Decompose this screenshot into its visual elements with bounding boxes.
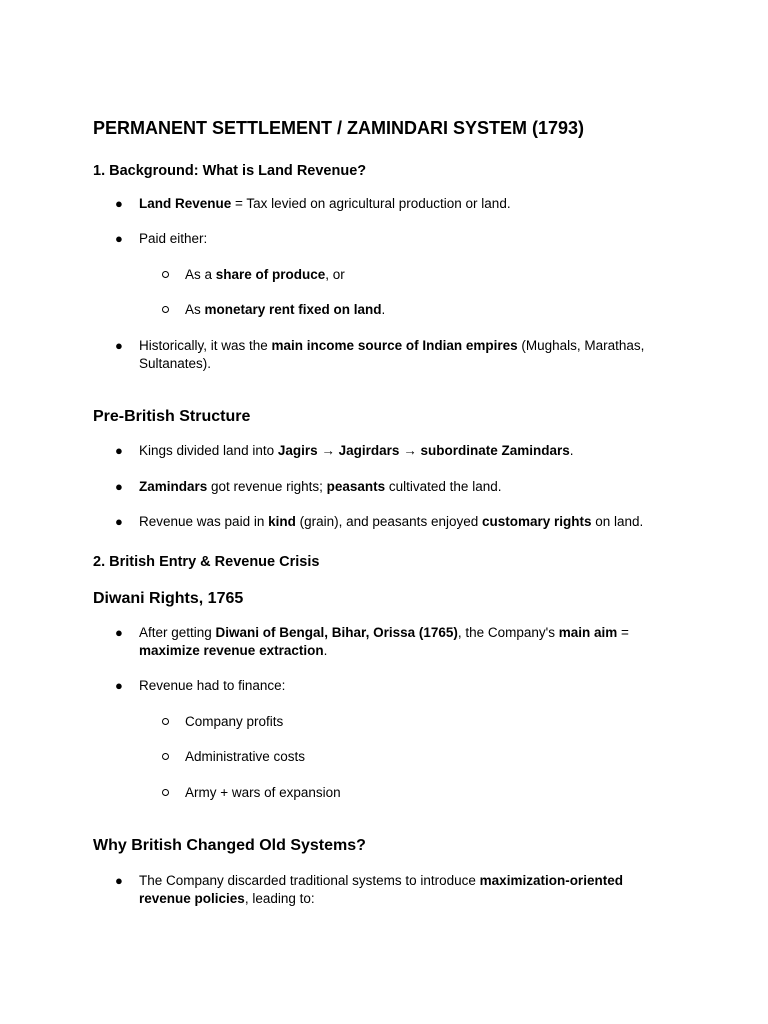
bullet-icon: ● (115, 443, 123, 458)
list-item: Kings divided land into Jagirs → Jagirdars → subordinate Zamindars. (139, 443, 574, 458)
document-title: PERMANENT SETTLEMENT / ZAMINDARI SYSTEM (1793) (93, 118, 585, 138)
section-background-heading: 1. Background: What is Land Revenue? (93, 163, 367, 179)
why-british-heading: Why British Changed Old Systems? (93, 837, 366, 854)
bullet-icon: ● (115, 479, 123, 494)
section-british-entry-heading: 2. British Entry & Revenue Crisis (93, 554, 320, 570)
list-item-continuation: Sultanates). (139, 356, 212, 371)
sub-bullet-icon (162, 271, 169, 278)
list-item: After getting Diwani of Bengal, Bihar, Orissa (1765), the Company's main aim = (139, 625, 629, 640)
list-item: Paid either: (139, 231, 208, 246)
bullet-icon: ● (115, 514, 123, 529)
sub-bullet-icon (162, 718, 169, 725)
list-item: The Company discarded traditional systems to introduce maximization-oriented (139, 873, 623, 888)
list-item: Revenue had to finance: (139, 678, 286, 693)
sub-list-item: As a share of produce, or (185, 267, 345, 282)
sub-bullet-icon (162, 753, 169, 760)
list-item-continuation: maximize revenue extraction. (139, 643, 328, 658)
bullet-icon: ● (115, 338, 123, 353)
sub-bullet-icon (162, 306, 169, 313)
sub-list-item: Administrative costs (185, 749, 306, 764)
list-item-continuation: revenue policies, leading to: (139, 891, 315, 906)
list-item: Historically, it was the main income source of Indian empires (Mughals, Marathas, (139, 338, 645, 353)
bullet-icon: ● (115, 231, 123, 246)
sub-list-item: Company profits (185, 714, 284, 729)
sub-list-item: Army + wars of expansion (185, 785, 341, 800)
sub-list-item: As monetary rent fixed on land. (185, 302, 386, 317)
diwani-heading: Diwani Rights, 1765 (93, 590, 244, 607)
bullet-icon: ● (115, 873, 123, 888)
sub-bullet-icon (162, 789, 169, 796)
bullet-icon: ● (115, 625, 123, 640)
pre-british-heading: Pre-British Structure (93, 408, 251, 425)
list-item: Zamindars got revenue rights; peasants cultivated the land. (139, 479, 502, 494)
bullet-icon: ● (115, 678, 123, 693)
list-item: Land Revenue = Tax levied on agricultural production or land. (139, 196, 511, 211)
list-item: Revenue was paid in kind (grain), and peasants enjoyed customary rights on land. (139, 514, 644, 529)
bullet-icon: ● (115, 196, 123, 211)
